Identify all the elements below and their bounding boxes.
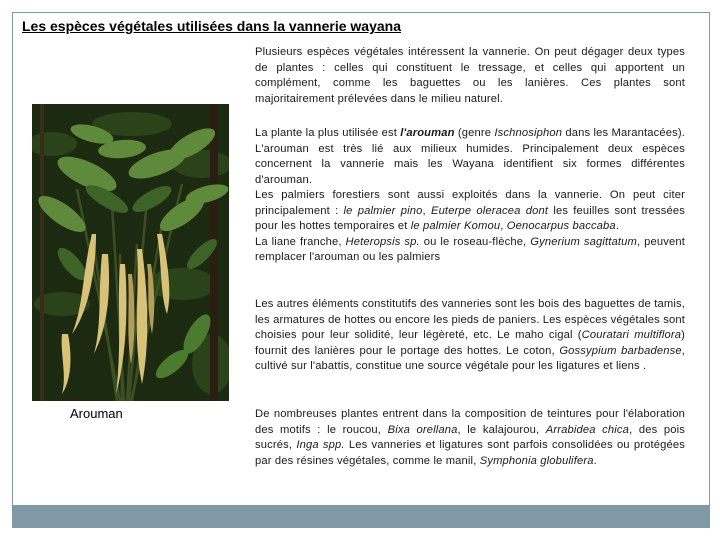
text-run: , peuvent remplacer l'arouman ou les palmiers (255, 235, 686, 263)
text-run: , le kalajourou, (457, 423, 546, 436)
photo-caption: Arouman (70, 406, 123, 421)
term-oenocarpus: Oenocarpus baccaba (506, 220, 616, 232)
term-palmier-komou: le palmier Komou (410, 220, 501, 232)
footer-bar (12, 505, 710, 528)
text-run: ou le roseau-flèche, (419, 235, 531, 248)
arouman-photo (32, 104, 229, 401)
text-run: les feuilles sont tressées pour les hottes temporaires et (255, 204, 685, 232)
text-run: ) fournit des lanières pour le portage des hottes. Le coton, (255, 329, 685, 357)
term-inga: Inga spp. (296, 439, 345, 451)
text-run: , (500, 220, 507, 232)
text-run: . (593, 454, 597, 467)
paragraph-intro: Plusieurs espèces végétales intéressent la vannerie. On peut dégager deux types de plantes : celles qui constituent le tressage, et celles qui apportent un complément, comme les baguettes ou les lanières. Ces plantes sont majoritairement prélevées dans le milieu naturel. (255, 46, 685, 105)
term-symphonia: Symphonia globulifera (479, 454, 594, 467)
arouman-plant-image (32, 104, 229, 401)
term-euterpe: Euterpe oleracea dont (430, 204, 549, 217)
text-run: , (422, 204, 431, 217)
term-gynerium: Gynerium sagittatum (530, 235, 637, 248)
text-run: De nombreuses plantes entrent dans la composition de teintures pour l'élaboration des motifs : le roucou, (255, 408, 685, 436)
term-bixa: Bixa orellana (387, 423, 458, 436)
text-run: Les autres éléments constitutifs des vanneries sont les bois des baguettes de tamis, les armatures de hottes ou encore les pieds de paniers. Les espèces végétales sont choisies pour leur solidité, leur légèreté, etc. Le maho cigal ( (255, 298, 685, 341)
page-title: Les espèces végétales utilisées dans la vannerie wayana (22, 18, 401, 34)
text-run: . (615, 220, 620, 232)
text-run: , cultivé sur l'abattis, constitue une source végétale pour les ligatures et liens . (255, 344, 685, 372)
text-run: Les palmiers forestiers sont aussi exploités dans la vannerie. On peut citer principalement : (255, 189, 685, 217)
text-run: (genre (454, 127, 495, 139)
term-arrabidea: Arrabidea chica (545, 423, 630, 436)
text-run: dans les Marantacées). L'arouman est très lié aux milieux humides. Principalement deux espèces concernent la vannerie mais les Wayana identifient six formes différentes d'arouman. (255, 127, 685, 186)
term-couratari: Couratari multiflora (581, 329, 682, 341)
term-palmier-pino: le palmier pino (343, 204, 423, 217)
term-heteropsis: Heteropsis sp. (345, 235, 420, 248)
paragraph-autres-elements (255, 297, 685, 375)
text-run: La plante la plus utilisée est (255, 127, 401, 139)
text-run: Les vanneries et ligatures sont parfois consolidées ou protégées par des résines végétales, comme le manil, (255, 439, 685, 467)
term-arouman: l'arouman (400, 127, 455, 139)
term-gossypium: Gossypium barbadense (559, 344, 682, 357)
term-ischnosiphon: Ischnosiphon (494, 127, 563, 139)
text-run: , des pois sucrés, (255, 423, 686, 451)
paragraph-teintures (255, 407, 685, 469)
paragraph-arouman (255, 126, 685, 266)
text-run: La liane franche, (255, 235, 346, 248)
